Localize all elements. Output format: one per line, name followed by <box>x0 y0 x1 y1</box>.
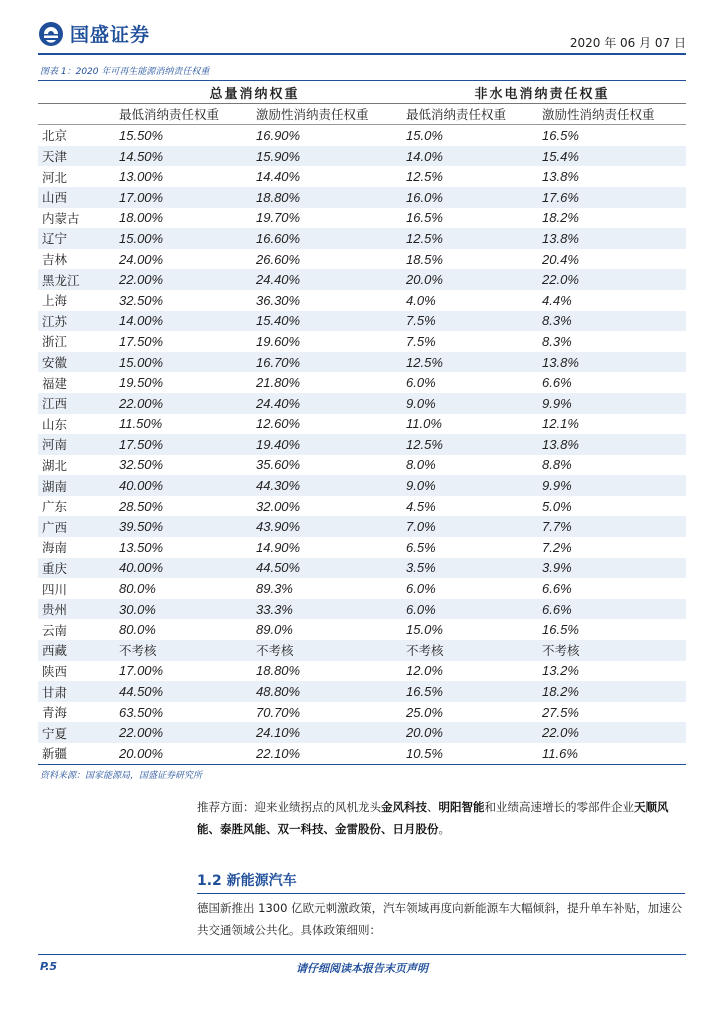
province-cell: 辽宁 <box>38 228 111 249</box>
weight-cell: 8.3% <box>542 333 572 349</box>
table-row <box>38 537 686 558</box>
table-row <box>38 516 686 537</box>
body-paragraph: 德国新推出 1300 亿欧元刺激政策，汽车领域再度向新能源车大幅倾斜，提升单车补贴，加速公共交通领域公共化。具体政策细则： <box>197 901 683 937</box>
weight-cell: 20.4% <box>542 251 579 267</box>
table-row <box>38 475 686 496</box>
table-row <box>38 661 686 682</box>
province-cell: 宁夏 <box>38 722 111 743</box>
table-row <box>38 702 686 723</box>
weight-cell: 28.50% <box>119 498 164 514</box>
weight-cell: 63.50% <box>119 704 164 720</box>
weight-cell: 44.50% <box>248 558 398 579</box>
weight-cell: 12.5% <box>406 169 443 185</box>
group-header-row <box>38 82 686 103</box>
stock-goldwind: 金风科技 <box>381 800 427 814</box>
weight-cell: 24.40% <box>248 393 398 414</box>
weight-cell: 14.00% <box>111 311 248 332</box>
province-cell: 云南 <box>42 622 68 638</box>
weight-cell: 19.40% <box>248 434 398 455</box>
weight-cell: 18.2% <box>542 210 579 226</box>
stock-mingyang: 明阳智能 <box>438 800 485 814</box>
table-row <box>38 290 686 311</box>
weight-cell: 7.5% <box>406 333 436 349</box>
weight-cell: 30.0% <box>111 599 248 620</box>
weight-cell: 22.00% <box>111 393 248 414</box>
province-cell: 海南 <box>42 540 68 556</box>
page-number: P.5 <box>40 960 58 973</box>
weight-cell: 不考核 <box>248 640 398 661</box>
weight-cell: 16.90% <box>256 127 301 143</box>
weight-cell: 24.00% <box>119 251 164 267</box>
weight-cell: 6.0% <box>406 375 436 391</box>
weight-cell: 26.60% <box>256 251 301 267</box>
footer-disclaimer: 请仔细阅读本报告末页声明 <box>296 962 428 975</box>
table-row <box>38 228 686 249</box>
table-row <box>38 681 686 702</box>
caption-divider <box>38 80 686 81</box>
weight-cell: 16.5% <box>542 127 579 143</box>
recommend-mid: 和业绩高速增长的零部件企业 <box>484 800 634 814</box>
weight-cell: 18.80% <box>248 187 398 208</box>
weight-cell: 20.0% <box>398 269 534 290</box>
province-cell: 青海 <box>42 705 68 721</box>
table-row <box>38 434 686 455</box>
province-cell: 四川 <box>42 581 68 597</box>
table-row <box>38 578 686 599</box>
weight-cell: 16.70% <box>248 352 398 373</box>
table-row <box>38 352 686 373</box>
brand-name: 国盛证券 <box>70 24 151 46</box>
weight-cell: 16.5% <box>398 681 534 702</box>
weight-cell: 33.3% <box>248 599 398 620</box>
weight-cell: 8.8% <box>542 457 572 473</box>
table-row <box>38 311 686 332</box>
weight-cell: 12.5% <box>398 352 534 373</box>
province-cell: 安徽 <box>38 352 111 373</box>
weight-cell: 19.60% <box>256 333 301 349</box>
weight-cell: 11.0% <box>406 416 442 432</box>
table-row <box>38 414 686 435</box>
province-cell: 湖南 <box>38 475 111 496</box>
weight-cell: 35.60% <box>256 457 301 473</box>
weight-cell: 40.00% <box>111 558 248 579</box>
sub-header: 激励性消纳责任权重 <box>534 103 686 125</box>
weight-cell: 16.5% <box>406 210 443 226</box>
province-cell: 北京 <box>42 128 68 144</box>
province-cell: 浙江 <box>42 334 68 350</box>
province-cell: 西藏 <box>38 640 111 661</box>
brand-logo-icon <box>38 21 64 47</box>
table-row <box>38 187 686 208</box>
weight-cell: 4.0% <box>406 292 436 308</box>
weight-cell: 18.5% <box>406 251 443 267</box>
weight-cell: 7.5% <box>398 311 534 332</box>
stock-components: 天顺风能、泰胜风能、双一科技、金雷股份、日月股份 <box>197 800 669 836</box>
province-cell: 甘肃 <box>38 681 111 702</box>
weight-cell: 17.50% <box>111 434 248 455</box>
weight-cell: 10.5% <box>398 743 534 764</box>
weight-cell: 13.8% <box>542 169 579 185</box>
page-header <box>38 20 686 54</box>
table-source: 资料来源：国家能源局，国盛证券研究所 <box>40 771 203 781</box>
weight-cell: 80.0% <box>119 581 156 597</box>
weight-cell: 15.4% <box>534 146 686 167</box>
recommend-prefix: 推荐方面：迎来业绩拐点的风机龙头 <box>197 800 381 814</box>
weight-cell: 4.4% <box>542 292 572 308</box>
province-cell: 天津 <box>38 146 111 167</box>
weight-cell: 17.50% <box>119 333 164 349</box>
province-cell: 黑龙江 <box>38 269 111 290</box>
province-cell: 福建 <box>42 375 68 391</box>
recommend-sep: 、 <box>427 800 439 814</box>
brand-logo <box>38 20 150 47</box>
weight-cell: 15.40% <box>248 311 398 332</box>
table-row <box>38 599 686 620</box>
weight-cell: 15.50% <box>119 127 164 143</box>
weight-cell: 36.30% <box>256 292 301 308</box>
weight-cell: 6.0% <box>398 599 534 620</box>
weight-cell: 17.6% <box>534 187 686 208</box>
weight-cell: 24.40% <box>248 269 398 290</box>
weight-cell: 16.5% <box>542 622 579 638</box>
weight-cell: 不考核 <box>534 640 686 661</box>
section-title: 1.2 新能源汽车 <box>197 873 297 889</box>
sub-header-spacer <box>38 103 111 125</box>
table-row <box>38 640 686 661</box>
province-cell: 广东 <box>42 499 68 515</box>
weight-cell: 21.80% <box>256 375 301 391</box>
group-header-nonhydro: 非水电消纳责任权重 <box>398 82 686 103</box>
report-date: 2020 年 06 月 07 日 <box>569 36 686 50</box>
weight-cell: 3.5% <box>398 558 534 579</box>
weight-cell: 16.0% <box>398 187 534 208</box>
sub-header-row <box>38 103 686 125</box>
table-row <box>38 166 686 187</box>
weight-cell: 13.2% <box>542 663 579 679</box>
weight-cell: 12.5% <box>398 228 534 249</box>
table-row <box>38 208 686 229</box>
weight-cell: 7.7% <box>534 516 686 537</box>
weight-cell: 44.30% <box>248 475 398 496</box>
table-caption: 图表 1：2020 年可再生能源消纳责任权重 <box>40 67 210 77</box>
province-cell: 陕西 <box>42 663 68 679</box>
weight-cell: 4.5% <box>406 498 436 514</box>
weight-cell: 22.10% <box>248 743 398 764</box>
weight-cell: 32.50% <box>119 292 164 308</box>
weight-cell: 17.00% <box>119 663 164 679</box>
weight-cell: 13.00% <box>119 169 164 185</box>
table-row <box>38 331 686 352</box>
table-body <box>38 125 686 764</box>
weight-cell: 32.00% <box>256 498 301 514</box>
province-cell: 上海 <box>42 293 68 309</box>
table-row <box>38 125 686 146</box>
group-header-total: 总量消纳权重 <box>111 82 398 103</box>
weight-cell: 15.0% <box>406 622 443 638</box>
weight-cell: 24.10% <box>248 722 398 743</box>
province-cell: 江西 <box>38 393 111 414</box>
weight-cell: 12.0% <box>406 663 443 679</box>
weight-cell: 14.90% <box>256 539 301 555</box>
footer-divider <box>38 954 686 955</box>
weight-cell: 22.00% <box>111 269 248 290</box>
weight-cell: 48.80% <box>248 681 398 702</box>
table-row <box>38 496 686 517</box>
recommend-suffix: 。 <box>438 822 450 836</box>
recommend-paragraph <box>197 796 685 840</box>
weight-cell: 14.0% <box>398 146 534 167</box>
weight-cell: 25.0% <box>406 704 443 720</box>
province-cell: 重庆 <box>38 558 111 579</box>
province-cell: 贵州 <box>38 599 111 620</box>
header-spacer <box>38 82 111 103</box>
weight-cell: 12.60% <box>256 416 301 432</box>
weight-cell: 15.00% <box>111 352 248 373</box>
province-cell: 新疆 <box>38 743 111 764</box>
weight-cell: 18.2% <box>534 681 686 702</box>
weight-cell: 11.6% <box>534 743 686 764</box>
weight-cell: 39.50% <box>111 516 248 537</box>
sub-header: 最低消纳责任权重 <box>398 103 534 125</box>
weight-cell: 22.0% <box>534 269 686 290</box>
table-row <box>38 146 686 167</box>
table-row <box>38 393 686 414</box>
province-cell: 内蒙古 <box>42 210 80 226</box>
weight-cell: 8.3% <box>534 311 686 332</box>
table-row <box>38 269 686 290</box>
weight-cell: 12.5% <box>398 434 534 455</box>
weight-cell: 13.8% <box>534 228 686 249</box>
section-divider <box>197 893 685 894</box>
weight-cell: 40.00% <box>111 475 248 496</box>
weight-cell: 不考核 <box>398 640 534 661</box>
weight-cell: 20.0% <box>398 722 534 743</box>
weight-cell: 18.80% <box>256 663 301 679</box>
consumption-weight-table <box>38 82 686 765</box>
weight-cell: 11.50% <box>119 416 163 432</box>
weight-cell: 14.50% <box>111 146 248 167</box>
weight-cell: 13.8% <box>534 434 686 455</box>
weight-cell: 19.70% <box>256 210 301 226</box>
province-cell: 湖北 <box>42 457 68 473</box>
weight-cell: 32.50% <box>119 457 164 473</box>
table-row <box>38 743 686 764</box>
weight-cell: 6.6% <box>534 599 686 620</box>
weight-cell: 13.8% <box>534 352 686 373</box>
weight-cell: 12.1% <box>542 416 579 432</box>
weight-cell: 43.90% <box>248 516 398 537</box>
weight-cell: 14.40% <box>256 169 301 185</box>
province-cell: 河北 <box>42 169 68 185</box>
province-cell: 吉林 <box>42 252 68 268</box>
weight-cell: 19.50% <box>119 375 164 391</box>
table-row <box>38 249 686 270</box>
province-cell: 山西 <box>38 187 111 208</box>
table-row <box>38 619 686 640</box>
weight-cell: 13.50% <box>119 539 164 555</box>
weight-cell: 9.9% <box>534 393 686 414</box>
province-cell: 河南 <box>38 434 111 455</box>
weight-cell: 89.3% <box>256 581 293 597</box>
sub-header: 最低消纳责任权重 <box>111 103 248 125</box>
weight-cell: 6.0% <box>406 581 436 597</box>
weight-cell: 9.0% <box>398 393 534 414</box>
province-cell: 山东 <box>42 416 68 432</box>
weight-cell: 27.5% <box>542 704 579 720</box>
weight-cell: 3.9% <box>534 558 686 579</box>
weight-cell: 5.0% <box>542 498 572 514</box>
province-cell: 广西 <box>38 516 111 537</box>
weight-cell: 80.0% <box>119 622 156 638</box>
sub-header: 激励性消纳责任权重 <box>248 103 398 125</box>
weight-cell: 9.9% <box>534 475 686 496</box>
weight-cell: 6.5% <box>406 539 436 555</box>
weight-cell: 6.6% <box>542 375 572 391</box>
table-row <box>38 372 686 393</box>
weight-cell: 15.0% <box>406 127 443 143</box>
weight-cell: 7.0% <box>398 516 534 537</box>
weight-cell: 8.0% <box>406 457 436 473</box>
table-row <box>38 558 686 579</box>
table-row <box>38 455 686 476</box>
weight-cell: 16.60% <box>248 228 398 249</box>
weight-cell: 70.70% <box>256 704 301 720</box>
weight-cell: 89.0% <box>256 622 293 638</box>
weight-cell: 22.00% <box>111 722 248 743</box>
weight-cell: 17.00% <box>111 187 248 208</box>
header-divider <box>38 53 686 55</box>
table-row <box>38 722 686 743</box>
weight-cell: 18.00% <box>119 210 164 226</box>
weight-cell: 44.50% <box>111 681 248 702</box>
weight-cell: 22.0% <box>534 722 686 743</box>
weight-cell: 6.6% <box>542 581 572 597</box>
weight-cell: 20.00% <box>111 743 248 764</box>
weight-cell: 不考核 <box>111 640 248 661</box>
province-cell: 江苏 <box>38 311 111 332</box>
weight-cell: 15.00% <box>111 228 248 249</box>
weight-cell: 15.90% <box>248 146 398 167</box>
weight-cell: 7.2% <box>542 539 572 555</box>
weight-cell: 9.0% <box>398 475 534 496</box>
